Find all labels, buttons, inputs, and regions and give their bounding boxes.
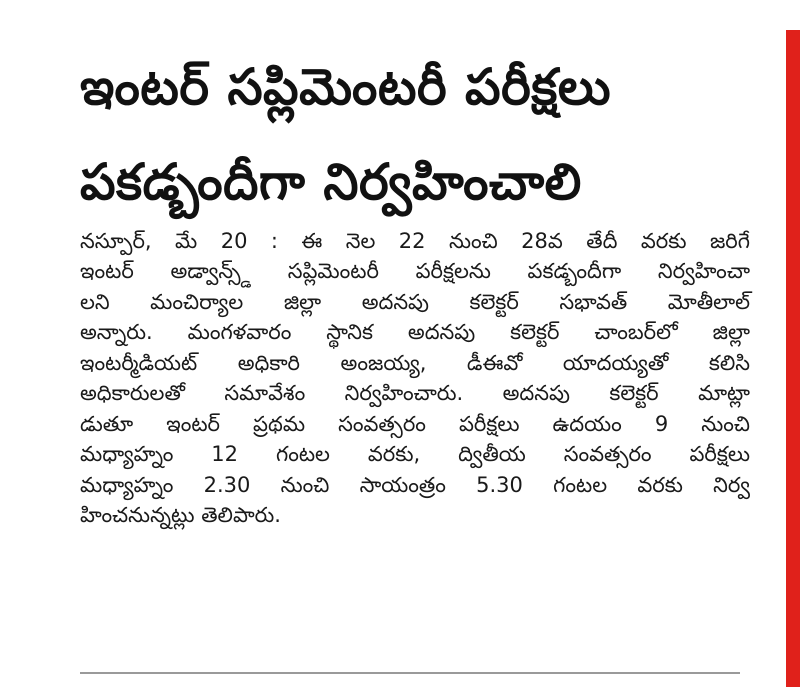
body-line: మధ్యాహ్నం 12 గంటల వరకు, ద్వితీయ సంవత్సరం పరీక్షలు: [80, 442, 750, 467]
headline-line: పకడ్బందీగా నిర్వహించాలి: [80, 153, 582, 211]
article-body: [80, 226, 750, 530]
headline-line: ఇంటర్ సప్లిమెంటరీ పరీక్షలు: [80, 58, 612, 116]
body-line: నస్పూర్, మే 20 : ఈ నెల 22 నుంచి 28వ తేదీ వరకు జరిగే: [80, 229, 750, 253]
body-line: ఇంటర్ అడ్వాన్స్డ్ సప్లిమెంటరీ పరీక్షలను పకడ్బందీగా నిర్వహించా: [80, 259, 750, 284]
body-line: అన్నారు. మంగళవారం స్థానిక అదనపు కలెక్టర్ చాంబర్‌లో జిల్లా: [80, 320, 750, 345]
bottom-divider: [80, 672, 740, 674]
body-line: ఇంటర్మీడియట్ అధికారి అంజయ్య, డీఈవో యాదయ్యతో కలిసి: [80, 350, 750, 375]
body-line: లని మంచిర్యాల జిల్లా అదనపు కలెక్టర్ సభావత్ మోతీలాల్: [80, 289, 750, 314]
accent-bar: [786, 30, 800, 687]
body-line: అధికారులతో సమావేశం నిర్వహించారు. అదనపు కలెక్టర్ మాట్లా: [80, 381, 750, 406]
article-headline: [80, 40, 760, 230]
body-line: హించనున్నట్లు తెలిపారు.: [80, 502, 281, 527]
body-line: డుతూ ఇంటర్ ప్రథమ సంవత్సరం పరీక్షలు ఉదయం 9 నుంచి: [80, 411, 750, 436]
body-line: మధ్యాహ్నం 2.30 నుంచి సాయంత్రం 5.30 గంటల వరకు నిర్వ: [80, 472, 750, 497]
